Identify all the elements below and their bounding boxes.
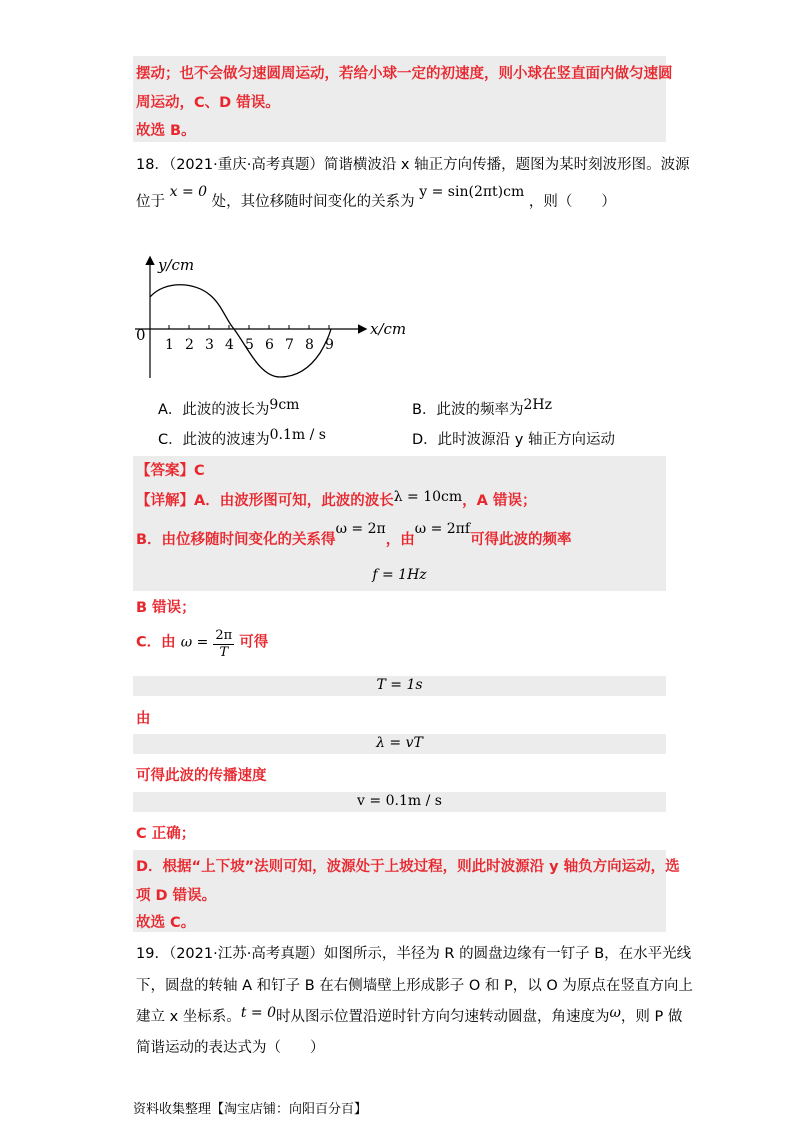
origin-label: 0 — [136, 326, 146, 344]
y-axis-label: y/cm — [158, 256, 195, 274]
detail-line-b — [136, 521, 572, 550]
q19-text: ，则 P 做 — [620, 1009, 683, 1025]
solution-text-line: 故选 B。 — [136, 123, 196, 139]
fraction-denominator: T — [219, 645, 229, 660]
detail-text: A．由波形图可知，此波的波长 — [194, 493, 394, 509]
detail-line-c — [136, 626, 268, 666]
tick-label: 8 — [305, 337, 314, 353]
tick-label: 3 — [205, 337, 214, 353]
question-19-line2: 下，圆盘的转轴 A 和钉子 B 在右侧墙壁上形成影子 O 和 P，以 O 为原点在竖直方向上 — [136, 978, 693, 994]
option-a-math: 9cm — [269, 397, 300, 413]
math-omega: ω = — [180, 634, 209, 651]
option-a-text: A．此波的波长为 — [158, 402, 270, 418]
option-b-text: B．此波的频率为 — [412, 402, 524, 418]
tick-label: 9 — [325, 337, 334, 353]
detail-line-d2: 项 D 错误。 — [136, 888, 217, 904]
q19-text: 时从图示位置沿逆时针方向匀速转动圆盘，角速度为 — [275, 1009, 610, 1025]
x-axis-label: x/cm — [370, 320, 407, 338]
option-c-math: 0.1m / s — [269, 427, 326, 443]
tick-label: 2 — [185, 337, 194, 353]
detail-text: ，由 — [385, 532, 415, 548]
tick-label: 4 — [225, 337, 234, 353]
page-footer: 资料收集整理【淘宝店铺：向阳百分百】 — [133, 1102, 368, 1117]
question-19-line1: 19．（2021·江苏·高考真题）如图所示，半径为 R 的圆盘边缘有一钉子 B，在水平光线 — [136, 946, 692, 962]
detail-you: 由 — [136, 711, 151, 727]
tick-label: 1 — [165, 337, 174, 353]
question-19-line3 — [136, 1007, 682, 1027]
option-b-math: 2Hz — [523, 397, 552, 413]
detail-text: 可得 — [239, 634, 269, 651]
math-omega-2pi-f: ω = 2πf — [414, 521, 471, 537]
math-displacement-function: y = sin(2πt)cm — [419, 184, 525, 200]
option-d: D．此时波源沿 y 轴正方向运动 — [412, 432, 615, 448]
tick-labels — [165, 337, 334, 353]
equation-f: f = 1Hz — [372, 567, 427, 583]
math-omega-symbol: ω — [609, 1005, 621, 1021]
fraction-numerator: 2π — [215, 628, 233, 643]
final-answer: 故选 C。 — [136, 915, 196, 931]
tick-label: 5 — [245, 337, 254, 353]
q19-text: 建立 x 坐标系。 — [136, 1009, 241, 1025]
option-a — [158, 397, 300, 420]
equation-v: v = 0.1m / s — [357, 793, 442, 809]
question-18-line1: 18．（2021·重庆·高考真题）简谐横波沿 x 轴正方向传播，题图为某时刻波形图。波源 — [136, 157, 690, 173]
equation-lambda: λ = vT — [376, 735, 423, 751]
math-omega-2pi: ω = 2π — [335, 521, 386, 537]
detail-text: C．由 — [136, 634, 176, 651]
q18-text: 处，其位移随时间变化的关系为 — [211, 194, 415, 210]
question-18-line2 — [136, 184, 616, 212]
tick-label: 6 — [265, 337, 274, 353]
tick-label: 7 — [285, 337, 294, 353]
detail-line-a — [136, 491, 536, 511]
detail-label: 【详解】 — [136, 493, 194, 509]
detail-text: B．由位移随时间变化的关系得 — [136, 532, 336, 548]
option-b — [412, 397, 552, 420]
detail-line-d1: D．根据“上下坡”法则可知，波源处于上坡过程，则此时波源沿 y 轴负方向运动，选 — [136, 859, 680, 875]
c-correct: C 正确； — [136, 826, 196, 842]
speed-text: 可得此波的传播速度 — [136, 768, 267, 784]
equation-T: T = 1s — [376, 677, 423, 693]
math-t-equals-0: t = 0 — [240, 1005, 276, 1021]
solution-text-line: 周运动，C、D 错误。 — [136, 95, 280, 111]
b-wrong: B 错误； — [136, 600, 196, 616]
wave-curve — [150, 285, 331, 377]
math-lambda-10cm: λ = 10cm — [393, 489, 463, 505]
answer-label: 【答案】C — [136, 463, 205, 479]
option-c-text: C．此波的波速为 — [158, 432, 270, 448]
q18-text: 位于 — [136, 194, 165, 210]
solution-text-line: 摆动；也不会做匀速圆周运动，若给小球一定的初速度，则小球在竖直面内做匀速圆 — [136, 66, 673, 82]
x-axis-ticks — [169, 325, 329, 329]
question-19-line4: 简谐运动的表达式为（ ） — [136, 1040, 325, 1056]
q18-text: ，则（ ） — [528, 194, 616, 210]
fraction-2pi-over-T — [213, 628, 234, 661]
option-c — [158, 427, 326, 450]
detail-text: 可得此波的频率 — [470, 532, 572, 548]
math-x-equals-0: x = 0 — [169, 184, 208, 200]
wave-graph — [130, 250, 420, 385]
detail-text: ，A 错误； — [462, 493, 537, 509]
